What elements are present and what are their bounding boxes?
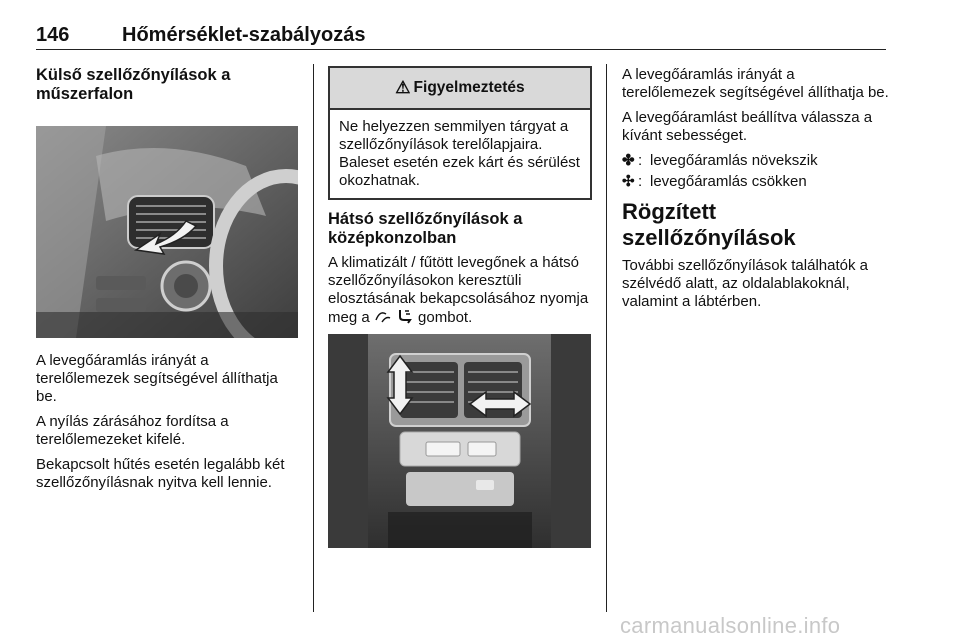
left-column <box>36 66 302 499</box>
middle-paragraph-before: A klimatizált / fűtött levegőnek a hátsó szellőzőnyílásokon keresztüli elosztásának bekapcsolásához nyomja meg a <box>328 254 589 326</box>
footer-watermark: carmanualsonline.info <box>620 613 841 638</box>
fan-increase-row: ✤ : levegőáramlás növekszik <box>622 152 818 169</box>
warning-text: Ne helyezzen semmilyen tárgyat a szellőzőnyílások terelőlapjaira. Baleset esetén ezek kárt és sérülést okozhatnak. <box>339 118 580 189</box>
left-paragraph-1: A levegőáramlás irányát a terelőlemezek segítségével állíthatja be. <box>36 352 278 405</box>
right-paragraph-2: A levegőáramlást beállítva válassza a kívánt sebességet. <box>622 109 873 144</box>
left-paragraph-2: A nyílás zárásához fordítsa a terelőlemezeket kifelé. <box>36 413 229 448</box>
warning-title: Figyelmeztetés <box>413 79 525 96</box>
rear-console-vent-illustration <box>328 334 591 548</box>
dashboard-vent-illustration <box>36 126 298 338</box>
column-divider-2 <box>606 64 607 612</box>
warning-box <box>328 66 592 200</box>
middle-column <box>328 66 592 548</box>
fan-increase-icon: ✤ <box>622 152 635 169</box>
left-heading: Külső szellőzőnyílások a műszerfalon <box>36 66 231 103</box>
left-paragraph-3: Bekapcsolt hűtés esetén legalább két szellőzőnyílásnak nyitva kell lennie. <box>36 456 285 491</box>
middle-paragraph-after: gombot. <box>418 309 473 326</box>
right-column <box>622 66 890 318</box>
page-number: 146 <box>36 24 70 46</box>
page-title: Hőmérséklet-szabályozás <box>122 24 366 46</box>
right-paragraph-3: További szellőzőnyílások találhatók a szélvédő alatt, az oldalablakoknál, valamint a lábtérben. <box>622 257 868 310</box>
fan-increase-text: levegőáramlás növekszik <box>650 152 818 169</box>
middle-paragraph <box>328 254 592 327</box>
header-divider <box>36 49 886 50</box>
warning-header <box>330 68 590 110</box>
page-header <box>36 22 886 52</box>
right-heading: Rögzített szellőzőnyílások <box>622 199 796 250</box>
rear-air-distribution-icon <box>374 309 418 326</box>
right-paragraph-1: A levegőáramlás irányát a terelőlemezek segítségével állíthatja be. <box>622 66 889 101</box>
middle-heading: Hátsó szellőzőnyílások a középkonzolban <box>328 210 523 247</box>
column-divider-1 <box>313 64 314 612</box>
warning-triangle-icon: ⚠ <box>395 78 411 97</box>
fan-decrease-text: levegőáramlás csökken <box>650 173 807 190</box>
fan-decrease-icon: ✣ <box>622 173 635 190</box>
fan-decrease-row: ✣ : levegőáramlás csökken <box>622 173 807 190</box>
